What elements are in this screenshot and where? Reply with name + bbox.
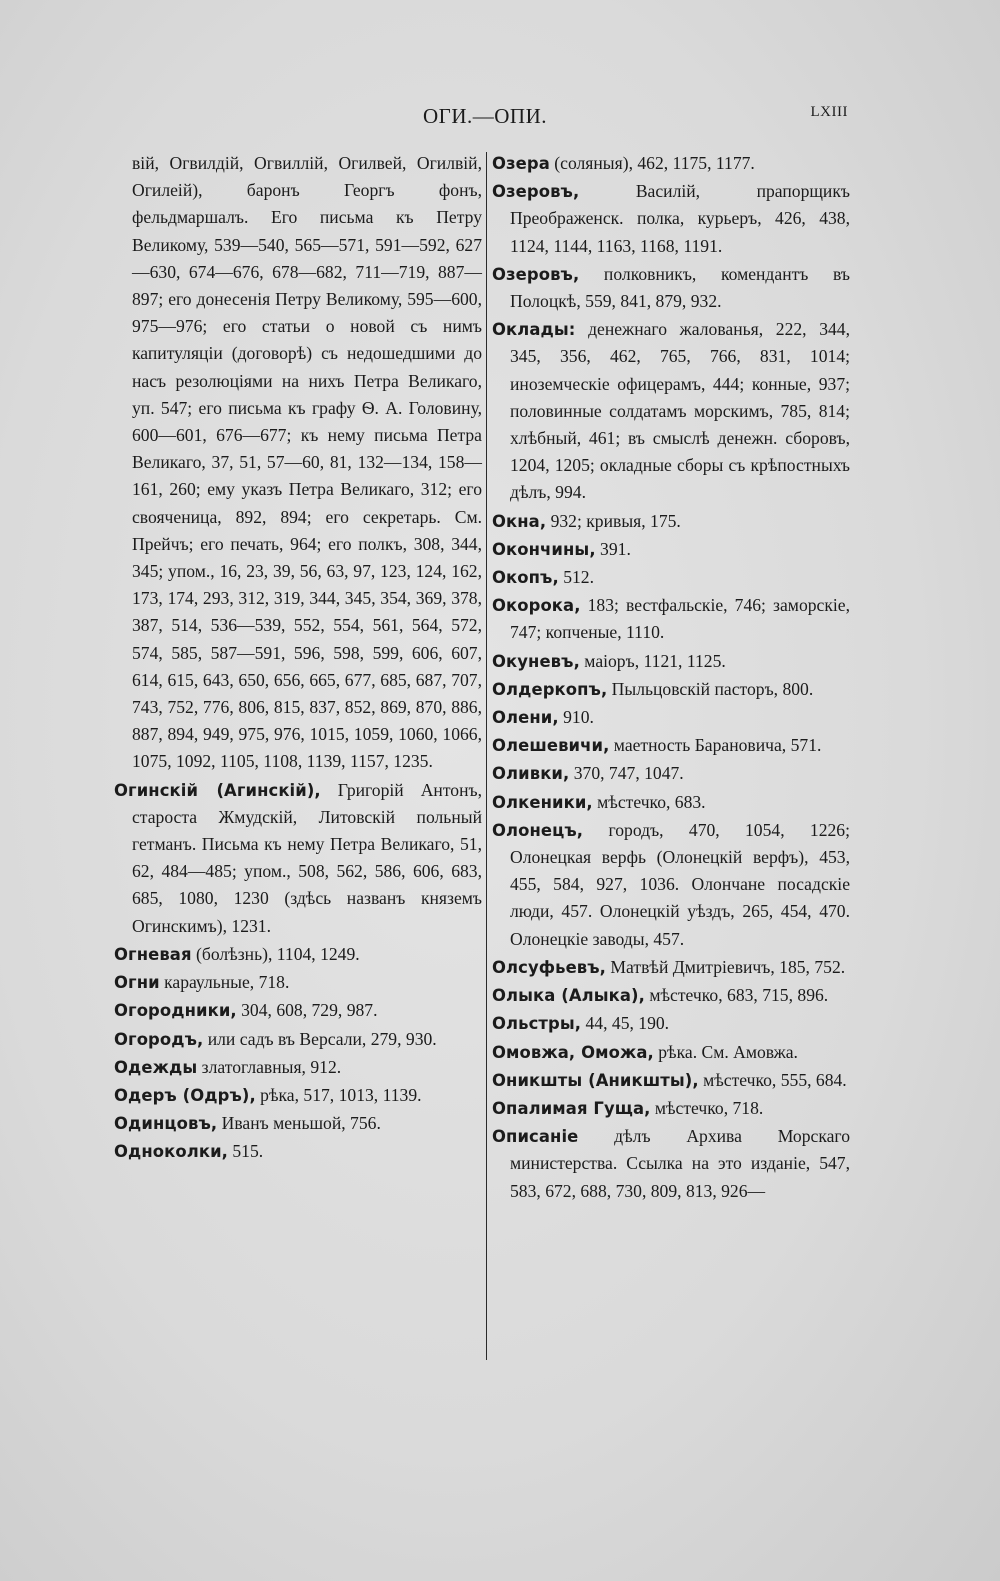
index-entry bbox=[492, 316, 850, 506]
entry-text: 183; вестфальскіе, 746; заморскіе, 747; копченые, 1110. bbox=[510, 595, 850, 643]
entry-headword: Олыка (Алыка), bbox=[492, 986, 645, 1006]
index-entry bbox=[114, 941, 482, 968]
entry-headword: Огни bbox=[114, 973, 160, 993]
entry-headword: Огородъ, bbox=[114, 1029, 204, 1049]
entry-headword: Олени, bbox=[492, 708, 559, 728]
index-entry bbox=[114, 969, 482, 996]
index-entry bbox=[492, 789, 850, 816]
index-entry bbox=[114, 1026, 482, 1053]
index-entry bbox=[492, 982, 850, 1009]
entry-text: 512. bbox=[558, 567, 594, 588]
entry-text: 370, 747, 1047. bbox=[569, 763, 684, 784]
index-entry bbox=[114, 1082, 482, 1109]
entry-headword: Ольстры, bbox=[492, 1014, 582, 1034]
entry-text: маетность Барановича, 571. bbox=[609, 735, 822, 756]
entry-text: (соляныя), 462, 1175, 1177. bbox=[549, 153, 755, 173]
index-entry bbox=[492, 1039, 850, 1066]
entry-headword: Оникшты (Аникшты), bbox=[492, 1070, 699, 1090]
entry-headword: Озеровъ, bbox=[492, 264, 580, 284]
entry-text: денежнаго жалованья, 222, 344, 345, 356, 462, 765, 766, 831, 1014; иноземческіе офицерамъ, 444; конные, 937; половинные солдатамъ морскимъ, 785, 814; хлѣбный, 461; въ смыслѣ денежн. сборовъ, 1204, 1205; окладные сборы съ крѣпостныхъ дѣлъ, 994. bbox=[510, 319, 850, 503]
entry-text: мѣстечко, 683, 715, 896. bbox=[644, 985, 829, 1006]
entry-text: рѣка, 517, 1013, 1139. bbox=[255, 1084, 422, 1105]
entry-headword: Окончины, bbox=[492, 539, 596, 559]
entry-text: 44, 45, 190. bbox=[581, 1013, 670, 1034]
entry-headword: Описаніе bbox=[492, 1127, 579, 1147]
index-entry bbox=[492, 536, 850, 563]
entry-text: мѣстечко, 555, 684. bbox=[698, 1069, 847, 1090]
entry-headword: Одеръ (Одръ), bbox=[114, 1085, 256, 1105]
index-entry bbox=[492, 704, 850, 731]
entry-headword: Огневая bbox=[114, 944, 192, 964]
entry-headword: Окуневъ, bbox=[492, 651, 580, 671]
entry-headword: Оклады: bbox=[492, 320, 576, 340]
entry-text: 391. bbox=[595, 538, 631, 559]
entry-headword: Окорока, bbox=[492, 596, 581, 616]
index-entry bbox=[114, 1054, 482, 1081]
entry-text: 515. bbox=[227, 1141, 264, 1162]
entry-headword: Олешевичи, bbox=[492, 736, 610, 756]
index-entry bbox=[492, 676, 850, 703]
entry-headword: Олонецъ, bbox=[492, 820, 584, 840]
entry-text: полковникъ, комендантъ въ Полоцкѣ, 559, 841, 879, 932. bbox=[510, 263, 850, 312]
index-entry bbox=[114, 1138, 482, 1165]
index-entry bbox=[492, 508, 850, 535]
left-column bbox=[114, 150, 482, 1167]
right-column bbox=[492, 150, 850, 1206]
entry-text: караульные, 718. bbox=[159, 972, 290, 993]
index-entry bbox=[492, 150, 850, 177]
entry-headword: Оливки, bbox=[492, 764, 570, 784]
index-entry bbox=[492, 648, 850, 675]
entry-headword: Окопъ, bbox=[492, 568, 559, 588]
entry-headword: Олдеркопъ, bbox=[492, 679, 608, 699]
entry-text: мѣстечко, 683. bbox=[592, 791, 706, 812]
index-entry bbox=[492, 954, 850, 981]
entry-text: Матвѣй Дмитріевичъ, 185, 752. bbox=[606, 956, 846, 977]
running-header bbox=[0, 100, 1000, 134]
index-entry bbox=[492, 817, 850, 953]
entry-text: Григорій Антонъ, староста Жмудскій, Литовскій польный гетманъ. Письма къ нему Петра Великаго, 51, 62, 484—485; упом., 508, 562, 586, 606, 683, 685, 1080, 1230 (здѣсь названъ княземъ Огинскимъ), 1231. bbox=[132, 779, 482, 936]
entry-text: Пыльцовскій пасторъ, 800. bbox=[607, 678, 814, 699]
index-entry bbox=[492, 1095, 850, 1122]
entry-headword: Опалимая Гуща, bbox=[492, 1098, 651, 1118]
index-entry bbox=[492, 732, 850, 759]
entry-text: городъ, 470, 1054, 1226; Олонецкая верфь (Олонецкій верфъ), 453, 455, 584, 927, 1036. Олончане посадскіе люди, 457. Олонецкій уѣздъ, 265, 454, 470. Олонецкіе заводы, 457. bbox=[510, 819, 850, 949]
index-entry bbox=[492, 564, 850, 591]
entry-text: или садъ въ Версали, 279, 930. bbox=[203, 1028, 437, 1049]
entry-text: маіоръ, 1121, 1125. bbox=[579, 650, 726, 671]
entry-headword: Озера bbox=[492, 154, 550, 173]
entry-headword: Олкеники, bbox=[492, 792, 593, 812]
entry-text: дѣлъ Архива Морскаго министерства. Ссылка на это изданіе, 547, 583, 672, 688, 730, 809, 813, 926— bbox=[510, 1126, 850, 1201]
index-entry bbox=[492, 1123, 850, 1205]
index-entry bbox=[492, 1067, 850, 1094]
entry-headword: Озеровъ, bbox=[492, 182, 580, 202]
entry-headword: Одежды bbox=[114, 1057, 198, 1077]
entry-text: 910. bbox=[558, 707, 594, 728]
entry-headword: Огинскій (Агинскій), bbox=[114, 780, 321, 800]
index-entry bbox=[492, 1010, 850, 1037]
index-entry bbox=[492, 760, 850, 787]
entry-headword: Одинцовъ, bbox=[114, 1114, 218, 1134]
entry-text: (болѣзнь), 1104, 1249. bbox=[191, 943, 360, 964]
entry-text: вій, Огвилдій, Огвиллій, Огилвей, Огилвій, Огилеій), баронъ Георгъ фонъ, фельдмаршалъ. Его письма къ Петру Великому, 539—540, 565—571, 591—592, 627—630, 674—676, 678—682, 711—719, 887—897; его донесенія Петру Великому, 595—600, 975—976; его статьи о новой съ нимъ капитуляціи (договорѣ) съ недошедшими до насъ резолюціями на нихъ Петра Великаго, уп. 547; его письма къ графу Ѳ. А. Головину, 600—601, 676—677; къ нему письма Петра Великаго, 37, 51, 57—60, 81, 132—134, 158—161, 260; ему указъ Петра Великаго, 312; его свояченица, 892, 894; его секретарь. См. Прейчъ; его печать, 964; его полкъ, 308, 344, 345; упом., 16, 23, 39, 56, 63, 97, 123, 124, 162, 173, 174, 293, 312, 319, 344, 345, 354, 369, 378, 387, 514, 536—539, 552, 554, 561, 564, 572, 574, 585, 587—591, 596, 598, 599, 606, 607, 614, 615, 643, 650, 656, 665, 677, 685, 687, 707, 743, 752, 776, 806, 815, 837, 852, 869, 870, 886, 887, 894, 949, 975, 976, 1015, 1059, 1060, 1066, 1075, 1092, 1105, 1108, 1139, 1157, 1235. bbox=[132, 153, 482, 772]
index-entry bbox=[114, 150, 482, 776]
index-entry bbox=[492, 261, 850, 315]
entry-text: рѣка. См. Амовжа. bbox=[653, 1041, 798, 1062]
entry-headword: Омовжа, Оможа, bbox=[492, 1042, 654, 1062]
entry-headword: Окна, bbox=[492, 511, 547, 531]
entry-text: Василій, прапорщикъ Преображенск. полка, курьеръ, 426, 438, 1124, 1144, 1163, 1168, 1191. bbox=[510, 181, 850, 256]
entry-text: мѣстечко, 718. bbox=[650, 1097, 764, 1118]
index-entry bbox=[492, 178, 850, 260]
entry-headword: Огородники, bbox=[114, 1001, 237, 1021]
column-divider bbox=[486, 152, 487, 1360]
entry-headword: Олсуфьевъ, bbox=[492, 957, 606, 977]
index-entry bbox=[114, 777, 482, 940]
entry-text: Иванъ меньшой, 756. bbox=[217, 1113, 381, 1134]
index-entry bbox=[114, 997, 482, 1024]
index-entry bbox=[492, 592, 850, 646]
entry-text: златоглавныя, 912. bbox=[197, 1056, 342, 1077]
header-title: ОГИ.—ОПИ. bbox=[423, 104, 547, 128]
entry-text: 304, 608, 729, 987. bbox=[236, 1000, 378, 1021]
index-entry bbox=[114, 1110, 482, 1137]
entry-headword: Одноколки, bbox=[114, 1142, 228, 1162]
page-number: LXIII bbox=[810, 104, 848, 120]
entry-text: 932; кривыя, 175. bbox=[546, 510, 681, 531]
